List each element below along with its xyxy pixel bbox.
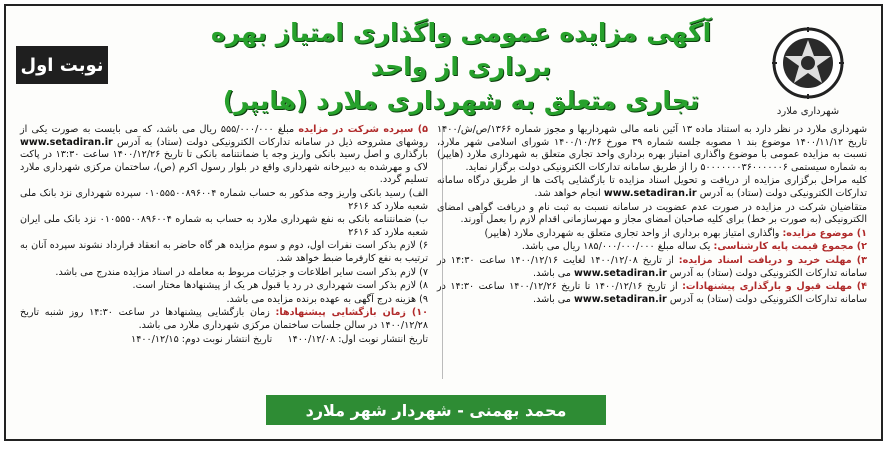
procedure-paragraph: کلیه مراحل برگزاری مزایده از دریافت و تحویل اسناد مزایده تا بازگشایی پاکت ها از طریق درگاه سامانه تدارکات الکترونیکی دولت (ستاد) به آدرس www.setadiran.ir انجام خواهد شد.: [437, 175, 867, 199]
setad-link[interactable]: www.setadiran.ir: [573, 293, 667, 305]
item-5: ۵) سپرده شرکت در مزایده مبلغ ۵۵۵/۰۰۰/۰۰۰ ریال می باشد، که می بایست به صورت یکی از روشهای مشروحه ذیل در سامانه تدارکات الکترونیکی دولت (ستاد) به آدرس www.setadiran.ir بارگذاری و اصل رسید بانکی واریز وجه یا ضمانتنامه بانکی تا تاریخ ۱۴۰۰/۱۲/۲۶ ساعت ۱۳:۳۰ در پاکت لاک و مهرشده به دبیرخانه شهرداری واقع در بلوار رسول اکرم (ص)، ساختمان مرکزی شهرداری ملارد تسلیم گردد.: [20, 124, 428, 186]
setad-link[interactable]: www.setadiran.ir: [20, 136, 113, 148]
publish-first: تاریخ انتشار نوبت اول: ۱۴۰۰/۱۲/۰۸: [287, 333, 428, 345]
auction-notice: [4, 4, 883, 441]
publish-dates: [20, 334, 428, 347]
item-9: ۹) هزینه درج آگهی به عهده برنده مزایده می باشد.: [226, 293, 428, 305]
item-5-a: الف) رسید بانکی واریز وجه مذکور به حساب شماره ۰۱۰۵۵۵۰۰۸۹۶۰۰۴ سپرده شهرداری نزد بانک ملی شعبه ملارد کد ۲۶۱۶: [20, 187, 428, 212]
item-10: ۱۰) زمان بازگشایی پیشنهادها: زمان بازگشایی پیشنهادها در ساعت ۱۴:۳۰ روز شنبه تاریخ ۱۴۰۰/۱۲/۲۸ در سالن جلسات ساختمان مرکزی شهرداری ملارد می باشد.: [20, 307, 429, 331]
left-column: [20, 124, 428, 347]
title-line-1: آگهی مزایده عمومی واگذاری امتیاز بهره برداری از واحد: [210, 18, 712, 81]
notice-header: [6, 6, 881, 121]
item-7: ۷) لازم بذکر است سایر اطلاعات و جزئیات مربوط به معامله در اسناد مزایده مندرج می باشد.: [55, 266, 428, 278]
item-6: ۶) لازم بذکر است نفرات اول، دوم و سوم مزایده هر گاه حاضر به انعقاد قرارداد نشوند سپرده آنان به ترتیب به نفع کارفرما ضبط خواهد شد.: [20, 240, 428, 264]
setad-link[interactable]: www.setadiran.ir: [573, 267, 667, 279]
item-4: ۴) مهلت قبول و بارگذاری پیشنهادات: از تاریخ ۱۴۰۰/۱۲/۱۶ تا تاریخ ۱۴۰۰/۱۲/۲۶ ساعت ۱۴:۳۰ در سامانه تدارکات الکترونیکی دولت (ستاد) به آدرس www.setadiran.ir می باشد.: [437, 281, 867, 305]
item-5-b: ب) ضمانتنامه بانکی به نفع شهرداری ملارد به حساب به شماره ۰۱۰۵۵۵۰۰۸۹۶۰۰۴ نزد بانک ملی ایران شعبه ملارد کد ۲۶۱۶: [20, 214, 428, 238]
setad-link[interactable]: www.setadiran.ir: [603, 187, 697, 199]
eligibility-paragraph: متقاضیان شرکت در مزایده در صورت عدم عضویت در سامانه نسبت به ثبت نام و دریافت گواهی امضای الکترونیکی (به صورت بر خط) برای کلیه صاحبان امضای مجاز و مهرسازمانی اقدام لازم را بعمل آورند.: [437, 201, 867, 226]
item-3: ۳) مهلت خرید و دریافت اسناد مزایده: از تاریخ ۱۴۰۰/۱۲/۰۸ لغایت ۱۴۰۰/۱۲/۱۶ ساعت ۱۴:۳۰ در سامانه تدارکات الکترونیکی دولت (ستاد) به آدرس www.setadiran.ir می باشد.: [437, 254, 867, 279]
notice-title: [191, 16, 731, 118]
logo-caption: شهرداری ملارد: [776, 106, 840, 117]
intro-paragraph: شهرداری ملارد در نظر دارد به استناد ماده ۱۳ آئین نامه مالی شهرداریها و مجوز شماره ۱۳۶۶/ص/ش/۱۴۰۰ تاریخ ۱۴۰۰/۱۱/۱۲ موضوع بند ۱ مصوبه جلسه شماره ۳۹ مورخ ۱۴۰۰/۱۰/۲۶ شورای اسلامی شهر ملارد، نسبت به مزایده عمومی با موضوع واگذاری امتیاز بهره برداری واحد تجاری متعلق به شهرداری ملارد (هایپر) به شماره سیستمی ۵۰۰۰۰۰۰۰۳۶۰۰۰۰۰۰۶ را از طریق سامانه تدارکات الکترونیکی دولت برگزار نماید.: [437, 124, 867, 173]
item-2: ۲) مجموع قیمت پایه کارشناسی: یک ساله مبلغ ۱۸۵/۰۰۰/۰۰۰/۰۰۰ ریال می باشد.: [521, 241, 867, 253]
right-column: [437, 124, 867, 307]
item-8: ۸) لازم بذکر است شهرداری در رد یا قبول هر یک از پیشنهادها مختار است.: [132, 280, 428, 292]
publish-second: تاریخ انتشار نوبت دوم: ۱۴۰۰/۱۲/۱۵: [131, 333, 273, 345]
item-1: ۱) موضوع مزایده: واگذاری امتیاز بهره برداری از واحد تجاری متعلق به شهرداری ملارد (هایپر): [484, 227, 867, 239]
mayor-signature: محمد بهمنی - شهردار شهر ملارد: [266, 395, 606, 425]
round-badge: نوبت اول: [16, 46, 108, 84]
municipality-emblem-icon: [771, 26, 845, 100]
municipality-logo: [765, 26, 851, 117]
title-line-2: تجاری متعلق به شهرداری ملارد (هایپر): [222, 86, 700, 115]
